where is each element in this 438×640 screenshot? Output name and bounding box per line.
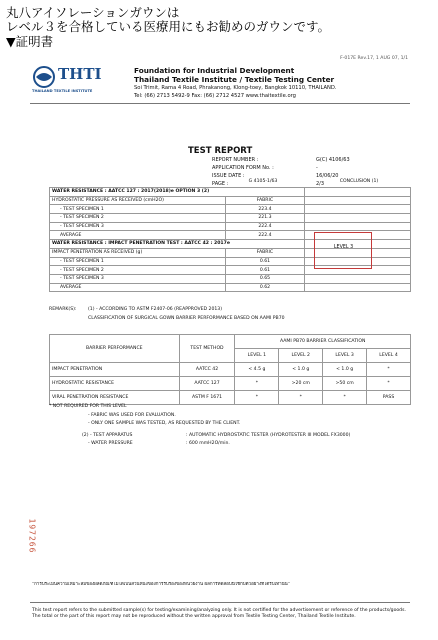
note-pressure-value: : 600 mmH2O/min.	[186, 441, 230, 446]
note-not-required: * NOT REQUIRED FOR THIS LEVEL	[49, 404, 127, 409]
section-water-resistance: WATER RESISTANCE : AATCC 127 : 2017(2018)e OPTION 3 (2)	[50, 188, 305, 197]
conclusion-level: LEVEL 3	[333, 245, 354, 250]
conclusion-header: CONCLUSION (1)	[339, 179, 379, 184]
table-row: - TEST SPECIMEN 1 223.4	[50, 205, 411, 214]
thti-emblem-icon	[32, 66, 56, 88]
thti-logo	[32, 64, 104, 96]
org-name-2: Thailand Textile Institute / Textile Testing Center	[134, 75, 335, 84]
org-name-1: Foundation for Industrial Development	[134, 66, 295, 75]
logo-subtitle: THAILAND TEXTILE INSTITUTE	[32, 89, 93, 93]
org-address: Soi Trimit, Rama 4 Road, Phrakanong, Klong-toey, Bangkok 10110, THAILAND.	[134, 85, 337, 91]
note-fabric: - FABRIC WAS USED FOR EVALUATION.	[88, 413, 176, 418]
footer-divider	[30, 602, 410, 603]
note-pressure-label: - WATER PRESSURE	[88, 441, 133, 446]
stamp-number: 197266	[27, 518, 37, 554]
table-row: AVERAGE 0.62	[50, 283, 411, 292]
thai-disclaimer: "การประเมินความเหมาะสมของผลิตภัณฑ์ไม่ได้เป็นส่วนหนึ่งของการรับรองของหน่วยงาน ผลการทดสอบนี้ใช้กับตัวอย่างที่ได้รับเท่านั้น"	[32, 582, 290, 587]
note-apparatus-label: (2) - TEST APPARATUS	[82, 433, 133, 438]
remarks-line-2: CLASSIFICATION OF SURGICAL GOWN BARRIER PERFORMANCE BASED ON AAMI PB70	[88, 316, 285, 321]
meta-report-number: REPORT NUMBER : G(C) 4106/63	[212, 157, 350, 163]
table-row: LEVEL 1 LEVEL 2 LEVEL 3 LEVEL 4	[50, 349, 411, 363]
table-row: VIRAL PENETRATION RESISTANCE ASTM F 1671 * * * PASS	[50, 391, 411, 405]
section-impact-penetration: WATER RESISTANCE : IMPACT PENETRATION TEST : AATCC 42 : 2017e	[50, 240, 305, 249]
table-row	[50, 188, 411, 197]
table-row: IMPACT PENETRATION AATCC 42 < 4.5 g < 1.0 g < 1.0 g *	[50, 363, 411, 377]
table-row: - TEST SPECIMEN 2 221.3	[50, 214, 411, 223]
org-contact: Tel: (66) 2713 5492-9 Fax: (66) 2712 4527 www.thaitextile.org	[134, 93, 296, 99]
meta-application-form: APPLICATION FORM No. : -	[212, 165, 318, 171]
table-row: BARRIER PERFORMANCE TEST METHOD AAMI PB70 BARRIER CLASSIFICATION	[50, 335, 411, 349]
table-row: - TEST SPECIMEN 2 0.61	[50, 266, 411, 275]
caption-line-1: 丸八アイソレーションガウンは	[6, 5, 180, 20]
meta-issue-date: ISSUE DATE : 16/06/20	[212, 173, 339, 179]
sample-id-header: G 4105-1/63	[248, 179, 278, 184]
meta-page: PAGE : 2/3	[212, 181, 325, 187]
classification-table	[49, 334, 411, 405]
table-row: HYDROSTATIC PRESSURE AS RECEIVED (cmH2O) FABRIC	[50, 196, 411, 205]
table-row: IMPACT PENETRATION AS RECEIVED (g) FABRIC	[50, 248, 411, 257]
header-divider	[30, 103, 410, 104]
report-title: TEST REPORT	[188, 146, 253, 156]
logo-brand: THTI	[58, 65, 102, 83]
remarks-label: REMARK(S):	[49, 307, 77, 312]
footer-disclaimer: This test report refers to the submitted sample(s) for testing/examining/analyzing only. It is not certified for the advertisement or reference of the products/goods. The total or the part of this report may not be reproduced without the written approval from Textile Testing Center, Thailand Textile Institute.	[32, 608, 406, 619]
table-row: HYDROSTATIC RESISTANCE AATCC 127 * >20 cm >50 cm *	[50, 377, 411, 391]
table-row: - TEST SPECIMEN 1 0.61	[50, 257, 411, 266]
note-apparatus-value: : AUTOMATIC HYDROSTATIC TESTER (HYDROTESTER III MODEL FX3000)	[186, 433, 351, 438]
document-code: F-017E Rev.17, 1 AUG 07, 1/1	[340, 56, 408, 61]
caption-line-3: ▼証明書	[6, 34, 54, 49]
remarks-line-1: (1) - ACCORDING TO ASTM F2407-06 (REAPPROVED 2013)	[88, 307, 223, 312]
table-row: - TEST SPECIMEN 3 222.4	[50, 222, 411, 231]
note-one-sample: - ONLY ONE SAMPLE WAS TESTED, AS REQUESTED BY THE CLIENT.	[88, 421, 241, 426]
conclusion-highlight-box	[314, 232, 372, 269]
table-row: - TEST SPECIMEN 3 0.65	[50, 274, 411, 283]
table-row: AVERAGE 222.4	[50, 231, 411, 240]
caption-line-2: レベル３を合格している医療用にもお勧めのガウンです。	[6, 19, 331, 34]
